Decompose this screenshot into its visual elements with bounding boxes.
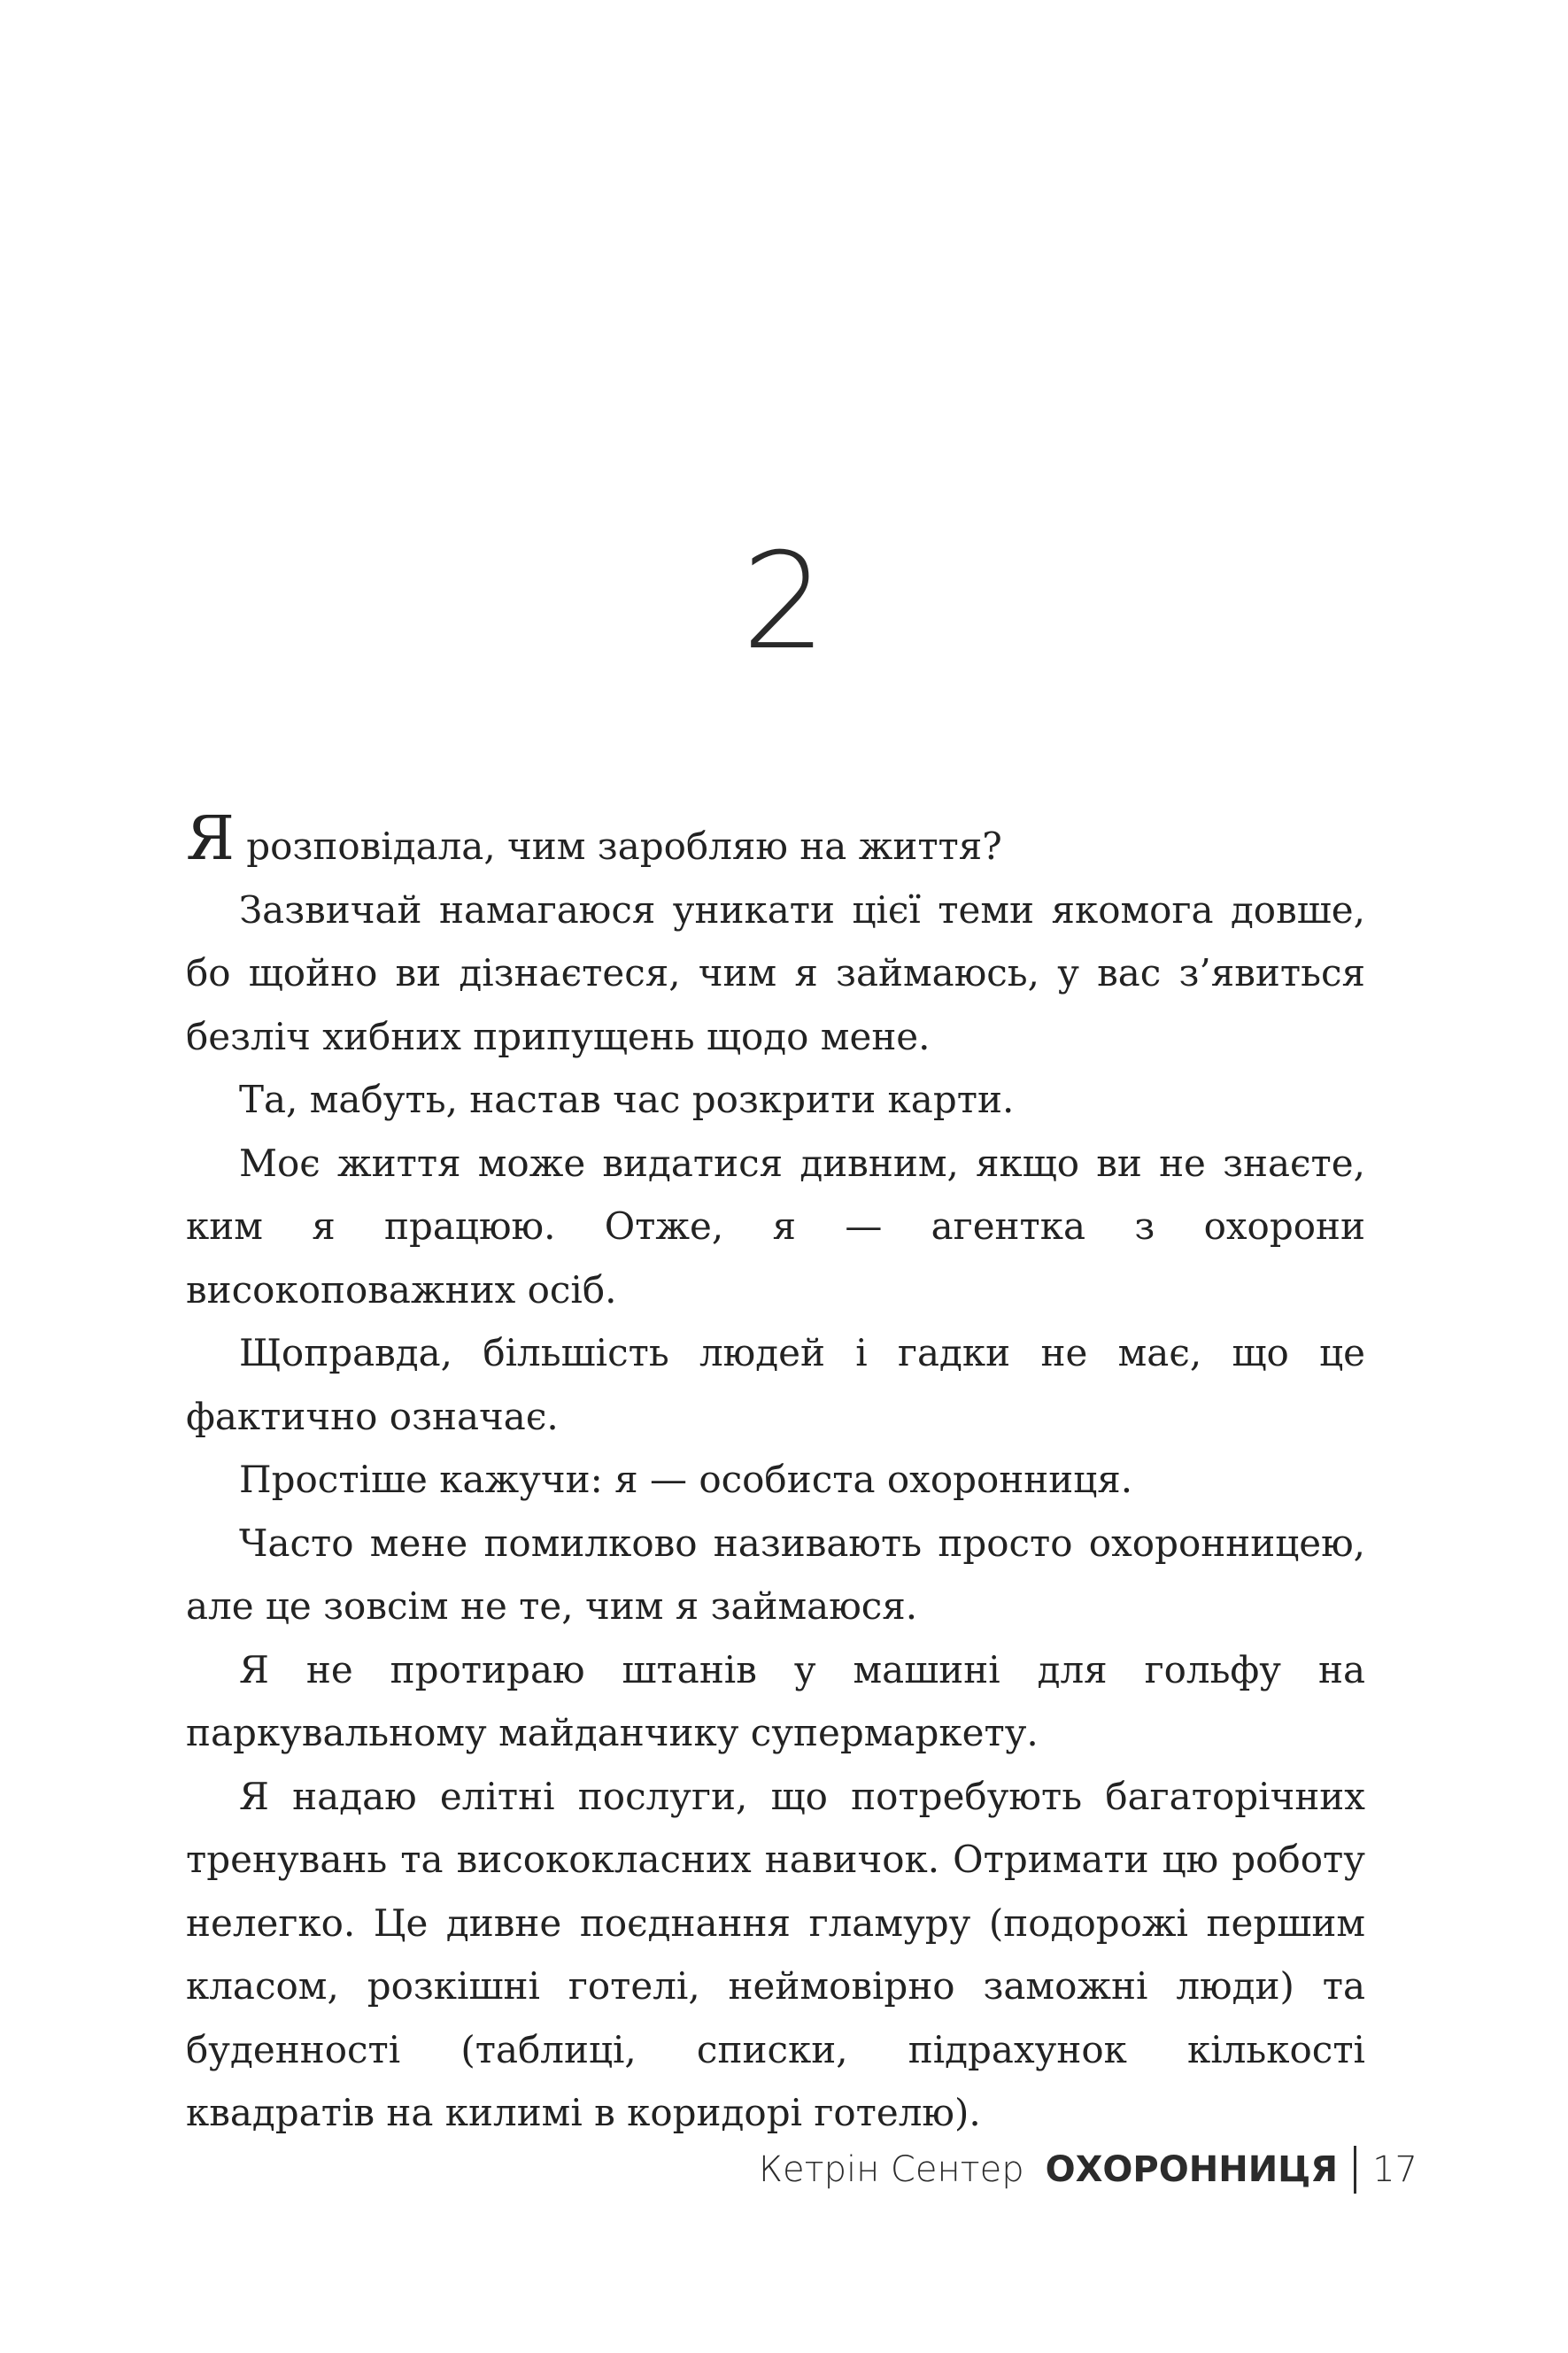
paragraph: Моє життя може видатися дивним, якщо ви не знаєте, ким я працюю. Отже, я — агентка з охорони високоповажних осіб. <box>186 1141 1365 1312</box>
initial-letter: Я <box>186 804 235 874</box>
page-number: 17 <box>1372 2149 1417 2190</box>
running-footer <box>759 2143 1417 2196</box>
chapter-number: 2 <box>741 525 827 679</box>
paragraph: Часто мене помилково називають просто охоронницею, але це зовсім не те, чим я займаюся. <box>186 1521 1365 1628</box>
paragraph: Щоправда, більшість людей і гадки не має, що це фактично означає. <box>186 1331 1365 1438</box>
paragraph: Я не протираю штанів у машині для гольфу на паркувальному майданчику супермаркету. <box>186 1647 1365 1754</box>
footer-author: Кетрін Сентер <box>759 2149 1024 2190</box>
paragraph: Простіше кажучи: я — особиста охоронниця. <box>239 1458 1133 1501</box>
footer-book-title: ОХОРОННИЦЯ <box>1045 2149 1339 2190</box>
paragraph: Я надаю елітні послуги, що потребують багаторічних тренувань та висококласних навичок. Отримати цю роботу нелегко. Це дивне поєднання гламуру (подорожі першим класом, розкішні готелі, неймовірно заможні люди) та буденності (таблиці, списки, підрахунок кількості квадратів на килимі в коридорі готелю). <box>186 1774 1365 2134</box>
paragraph: Зазвичай намагаюся уникати цієї теми якомога довше, бо щойно ви дізнаєтеся, чим я займаюсь, у вас з’явиться безліч хибних припущень щодо мене. <box>186 887 1365 1058</box>
chapter-body <box>186 804 1365 2145</box>
paragraph: Та, мабуть, настав час розкрити карти. <box>239 1078 1015 1121</box>
footer-divider <box>1354 2146 1356 2194</box>
opening-text: розповідала, чим заробляю на життя? <box>234 824 1002 868</box>
paragraph-opening <box>186 804 1365 879</box>
